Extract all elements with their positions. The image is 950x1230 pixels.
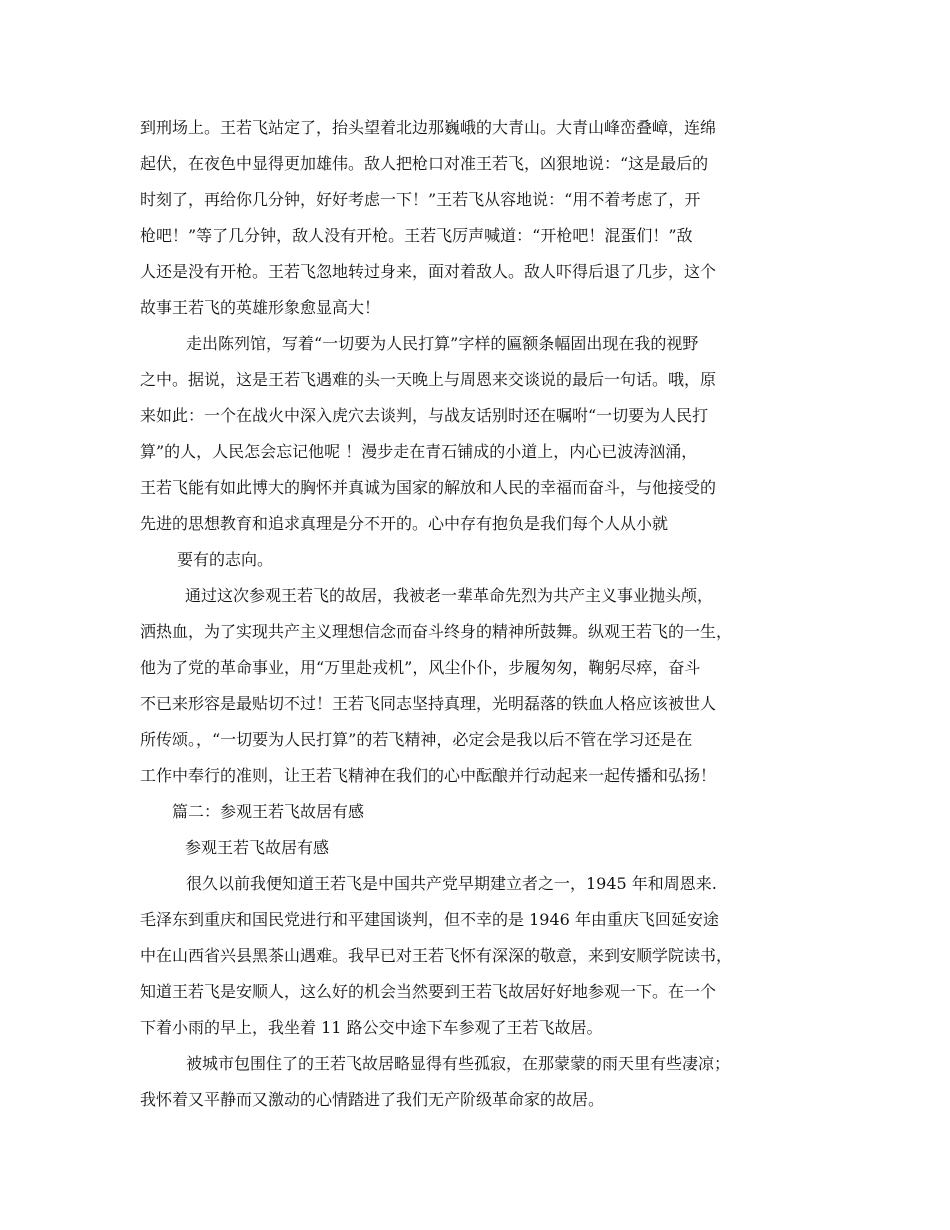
paragraph-start-line: 被城市包围住了的王若飞故居略显得有些孤寂，在那蒙蒙的雨天里有些凄凉； <box>186 1054 731 1073</box>
text-line: 先进的思想教育和追求真理是分不开的。心中存有抱负是我们每个人从小就 <box>140 514 669 533</box>
text-line: 人还是没有开枪。王若飞忽地转过身来，面对着敌人。敌人吓得后退了几步，这个 <box>140 262 717 281</box>
text-line: 他为了党的革命事业，用“万里赴戎机”，风尘仆仆，步履匆匆，鞠躬尽瘁，奋斗 <box>140 658 701 677</box>
text-line: 所传颂。，“一切要为人民打算”的若飞精神，必定会是我以后不管在学习还是在 <box>140 730 693 749</box>
paragraph-start-line: 走出陈列馆，写着“一切要为人民打算”字样的匾额条幅固出现在我的视野 <box>186 334 699 353</box>
text-line: 到刑场上。王若飞站定了，抬头望着北边那巍峨的大青山。大青山峰峦叠嶂，连绵 <box>140 118 717 137</box>
section-heading: 篇二：参观王若飞故居有感 <box>172 802 365 821</box>
text-line: 故事王若飞的英雄形象愈显高大！ <box>140 298 381 317</box>
text-line: 来如此：一个在战火中深入虎穴去谈判，与战友话别时还在嘱咐“一切要为人民打 <box>140 406 709 425</box>
text-line: 我怀着又平静而又激动的心情踏进了我们无产阶级革命家的故居。 <box>140 1090 605 1109</box>
text-line: 枪吧！”等了几分钟，敌人没有开枪。王若飞厉声喊道：“开枪吧！混蛋们！”敌 <box>140 226 693 245</box>
text-line: 之中。据说，这是王若飞遇难的头一天晚上与周恩来交谈说的最后一句话。哦，原 <box>140 370 717 389</box>
text-line: 工作中奉行的准则，让王若飞精神在我们的心中酝酿并行动起来一起传播和弘扬！ <box>140 766 717 785</box>
text-line: 洒热血，为了实现共产主义理想信念而奋斗终身的精神所鼓舞。纵观王若飞的一生， <box>140 622 733 641</box>
text-line: 王若飞能有如此博大的胸怀并真诚为国家的解放和人民的幸福而奋斗，与他接受的 <box>140 478 717 497</box>
text-line: 算”的人，人民怎会忘记他呢 ！漫步走在青石铺成的小道上，内心已波涛汹涌， <box>140 442 698 461</box>
paragraph-start-line: 很久以前我便知道王若飞是中国共产党早期建立者之一，1945 年和周恩来. <box>186 874 717 893</box>
text-line: 下着小雨的早上，我坐着 11 路公交中途下车参观了王若飞故居。 <box>140 1018 603 1037</box>
text-line: 不已来形容是最贴切不过！王若飞同志坚持真理，光明磊落的铁血人格应该被世人 <box>140 694 717 713</box>
text-line: 起伏，在夜色中显得更加雄伟。敌人把枪口对准王若飞，凶狠地说：“这是最后的 <box>140 154 709 173</box>
text-line: 时刻了，再给你几分钟，好好考虑一下！”王若飞从容地说：“用不着考虑了，开 <box>140 190 701 209</box>
paragraph-start-line: 通过这次参观王若飞的故居，我被老一辈革命先烈为共产主义事业抛头颅， <box>185 586 714 605</box>
text-line: 中在山西省兴县黑茶山遇难。我早已对王若飞怀有深深的敬意，来到安顺学院读书， <box>140 946 733 965</box>
text-line: 知道王若飞是安顺人，这么好的机会当然要到王若飞故居好好地参观一下。在一个 <box>140 982 717 1001</box>
text-line: 毛泽东到重庆和国民党进行和平建国谈判，但不幸的是 1946 年由重庆飞回延安途 <box>140 910 719 929</box>
text-line: 要有的志向。 <box>177 550 274 569</box>
article-title: 参观王若飞故居有感 <box>185 838 330 857</box>
